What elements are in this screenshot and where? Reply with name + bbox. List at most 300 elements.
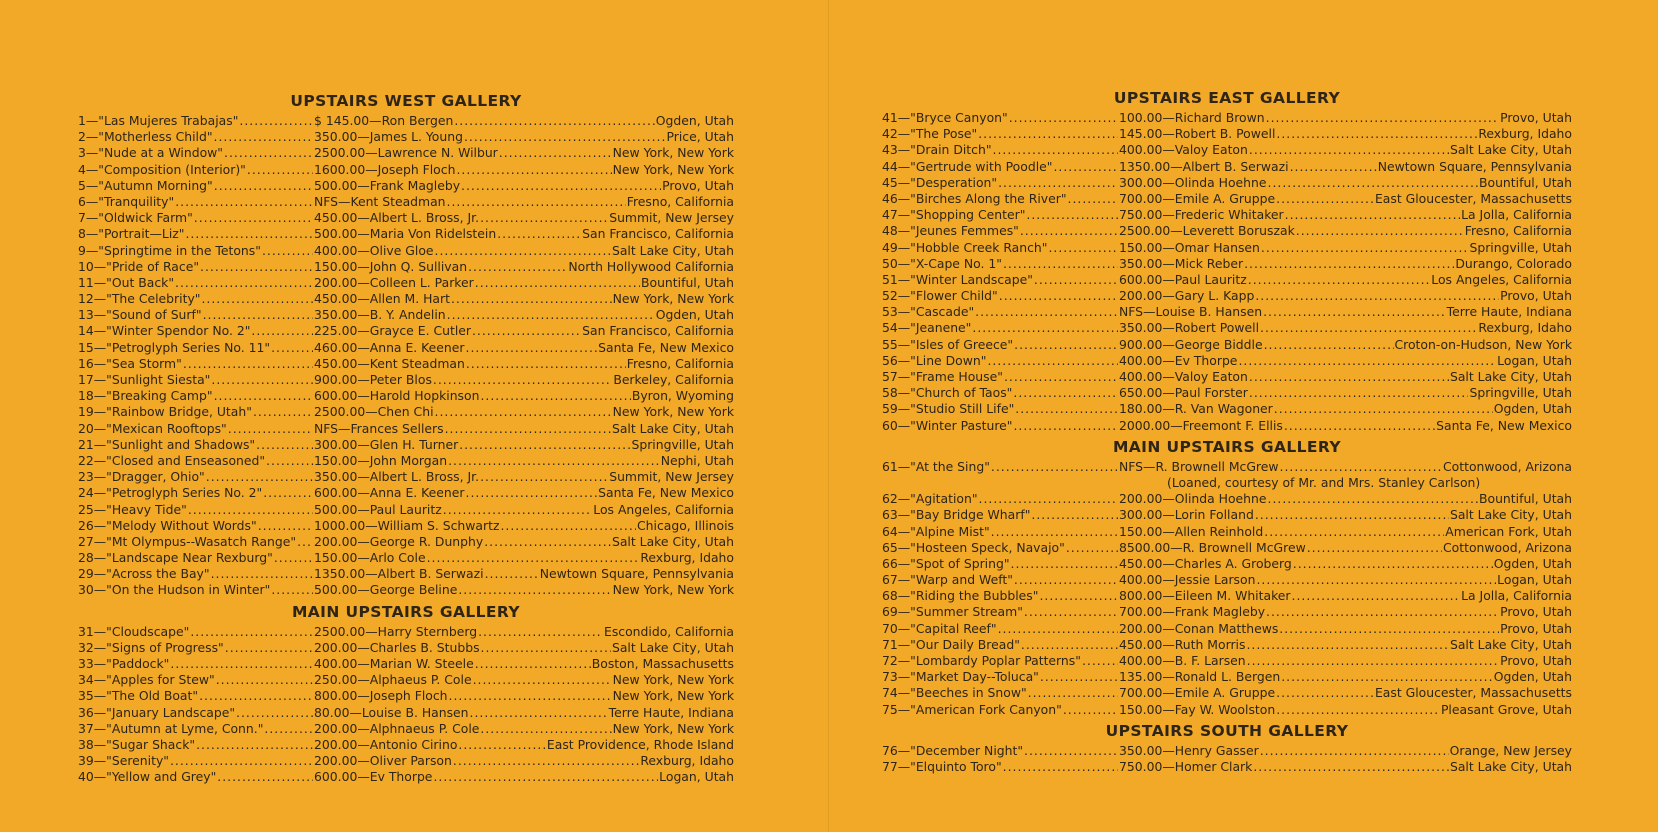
artwork-price: 2000.00— xyxy=(1119,417,1183,433)
entry-title-cell xyxy=(78,307,314,323)
entry-title-cell xyxy=(78,753,314,769)
leader-dots xyxy=(1266,604,1499,620)
artwork-price: NFS— xyxy=(1119,458,1156,474)
leader-dots xyxy=(481,640,611,656)
artist-location: Cottonwood, Arizona xyxy=(1443,458,1572,474)
artwork-price: 150.00— xyxy=(1119,239,1175,255)
artist-name: Richard Brown xyxy=(1174,110,1265,125)
leader-dots xyxy=(183,356,313,372)
artist-name: Paul Forster xyxy=(1174,385,1248,401)
catalog-entry xyxy=(882,702,1572,718)
artist-location: Fresno, California xyxy=(626,193,734,209)
entry-title-cell xyxy=(882,604,1119,620)
catalog-entry xyxy=(882,653,1572,669)
artwork-title: 28—"Landscape Near Rexburg" xyxy=(78,550,273,566)
artist-location: Springville, Utah xyxy=(1469,239,1572,255)
leader-dots xyxy=(216,672,313,688)
catalog-entry xyxy=(882,588,1572,604)
artist-name: George Beline xyxy=(369,582,458,598)
entry-detail-cell xyxy=(1119,702,1572,718)
entry-title-cell xyxy=(882,556,1119,572)
entry-title-cell xyxy=(78,372,314,388)
artwork-title: 61—"At the Sing" xyxy=(882,458,990,474)
artwork-price: 300.00— xyxy=(1119,507,1175,523)
entry-detail-cell xyxy=(1119,572,1572,588)
entry-detail-cell xyxy=(314,737,734,753)
catalog-entry xyxy=(78,323,734,339)
leader-dots xyxy=(170,656,313,672)
artist-location: Summit, New Jersey xyxy=(609,210,734,226)
artwork-title: 6—"Tranquility" xyxy=(78,193,175,209)
artwork-price: 200.00— xyxy=(314,274,370,290)
leader-dots xyxy=(1276,702,1440,718)
leader-dots xyxy=(1264,524,1444,540)
artist-name: Antonio Cirino xyxy=(369,736,458,752)
artist-location: Provo, Utah xyxy=(1500,620,1572,636)
leader-dots xyxy=(1274,401,1493,417)
entry-title-cell xyxy=(882,320,1119,336)
artwork-price: 250.00— xyxy=(314,672,370,688)
leader-dots xyxy=(1009,110,1118,126)
leader-dots xyxy=(443,502,593,518)
leader-dots xyxy=(1307,540,1442,556)
artist-name: Fay W. Woolston xyxy=(1174,701,1276,717)
leader-dots xyxy=(1255,507,1449,523)
leader-dots xyxy=(1063,702,1118,718)
leader-dots xyxy=(461,178,661,194)
artwork-price: 2500.00— xyxy=(314,623,378,639)
artist-location: Santa Fe, New Mexico xyxy=(1436,417,1572,433)
artwork-price: 200.00— xyxy=(314,736,370,752)
leader-dots xyxy=(1268,491,1479,507)
leader-dots xyxy=(206,469,313,485)
entry-title-cell xyxy=(78,640,314,656)
leader-dots xyxy=(211,372,313,388)
artist-location: Logan, Utah xyxy=(659,769,734,785)
catalog-entry xyxy=(78,534,734,550)
leader-dots xyxy=(1279,621,1499,637)
artwork-price: 300.00— xyxy=(1119,174,1175,190)
entry-detail-cell xyxy=(314,388,734,404)
artwork-title: 56—"Line Down" xyxy=(882,352,987,368)
entry-detail-cell xyxy=(314,437,734,453)
artwork-title: 17—"Sunlight Siesta" xyxy=(78,372,211,387)
artwork-price: 900.00— xyxy=(314,372,370,387)
catalog-entry xyxy=(882,507,1572,523)
leader-dots xyxy=(1015,401,1118,417)
artwork-title: 66—"Spot of Spring" xyxy=(882,555,1010,571)
artist-name: Henry Gasser xyxy=(1174,742,1259,758)
artwork-price: 200.00— xyxy=(1119,288,1175,304)
artist-name: Maria Von Ridelstein xyxy=(369,226,497,242)
entry-detail-cell xyxy=(314,340,734,356)
artwork-price: 400.00— xyxy=(1119,572,1175,588)
catalog-entry xyxy=(78,640,734,656)
catalog-entry xyxy=(78,275,734,291)
artwork-title: 50—"X-Cape No. 1" xyxy=(882,255,1002,271)
entry-title-cell xyxy=(78,705,314,721)
artist-location: Ogden, Utah xyxy=(1493,401,1572,417)
artwork-price: 1350.00— xyxy=(1119,158,1183,174)
catalog-entry xyxy=(78,372,734,388)
leader-dots xyxy=(454,113,654,129)
section-title: MAIN UPSTAIRS GALLERY xyxy=(291,602,521,621)
artwork-title: 24—"Petroglyph Series No. 2" xyxy=(78,485,263,501)
leader-dots xyxy=(188,502,313,518)
catalog-entry xyxy=(78,113,734,129)
artwork-price: 8500.00— xyxy=(1119,539,1183,555)
artist-location: Provo, Utah xyxy=(1500,653,1572,668)
artwork-title: 63—"Bay Bridge Wharf" xyxy=(882,507,1031,523)
artwork-title: 37—"Autumn at Lyme, Conn." xyxy=(78,720,264,736)
artwork-title: 42—"The Pose" xyxy=(882,126,978,142)
entry-detail-cell xyxy=(1119,669,1572,685)
artwork-price: 450.00— xyxy=(314,210,370,226)
entry-title-cell xyxy=(882,588,1119,604)
leader-dots xyxy=(1290,159,1377,175)
artwork-title: 20—"Mexican Rooftops" xyxy=(78,420,227,436)
leader-dots xyxy=(998,621,1118,637)
catalog-entry xyxy=(78,259,734,275)
artwork-title: 46—"Birches Along the River" xyxy=(882,190,1067,206)
leader-dots xyxy=(262,243,313,259)
artwork-title: 11—"Out Back" xyxy=(78,274,175,290)
entry-title-cell xyxy=(78,437,314,453)
artist-location: Logan, Utah xyxy=(1497,572,1572,588)
artwork-title: 68—"Riding the Bubbles" xyxy=(882,588,1039,604)
artist-location: Chicago, Illinois xyxy=(637,517,734,533)
artist-location: Fresno, California xyxy=(1464,223,1572,239)
artist-name: Louise B. Hansen xyxy=(361,704,469,720)
artist-location: New York, New York xyxy=(612,291,734,307)
entry-detail-cell xyxy=(314,356,734,372)
artwork-price: 800.00— xyxy=(1119,588,1175,604)
artist-name: Frank Magleby xyxy=(1174,604,1266,620)
leader-dots xyxy=(485,566,539,582)
artist-name: Harry Sternberg xyxy=(377,623,478,639)
artist-location: Rexburg, Idaho xyxy=(640,550,734,566)
artwork-title: 76—"December Night" xyxy=(882,742,1024,758)
entry-detail-cell xyxy=(1119,418,1572,434)
catalog-entry xyxy=(78,307,734,323)
artist-name: Alphaeus P. Cole xyxy=(369,672,472,688)
artwork-price: 400.00— xyxy=(1119,653,1175,668)
artist-name: B. Y. Andelin xyxy=(369,307,446,323)
leader-dots xyxy=(435,243,611,259)
leader-dots xyxy=(297,534,313,550)
entry-title-cell xyxy=(78,210,314,226)
entry-title-cell xyxy=(78,113,314,129)
catalog-entry xyxy=(78,624,734,640)
artwork-price: 350.00— xyxy=(314,307,370,323)
catalog-entry xyxy=(78,404,734,420)
artwork-price: 225.00— xyxy=(314,323,370,339)
entry-detail-cell xyxy=(314,769,734,785)
leader-dots xyxy=(1024,604,1118,620)
leader-dots xyxy=(1020,223,1118,239)
artwork-title: 32—"Signs of Progress" xyxy=(78,639,224,655)
artwork-title: 9—"Springtime in the Tetons" xyxy=(78,242,261,258)
artwork-price: 135.00— xyxy=(1119,669,1175,685)
leader-dots xyxy=(263,485,313,501)
artist-location: Escondido, California xyxy=(604,623,734,639)
leader-dots xyxy=(433,769,658,785)
artist-name: George Biddle xyxy=(1174,336,1263,352)
section-title: UPSTAIRS WEST GALLERY xyxy=(290,92,522,110)
catalog-entry xyxy=(882,320,1572,336)
entry-detail-cell xyxy=(1119,759,1572,775)
artist-location: New York, New York xyxy=(612,161,734,177)
entry-detail-cell xyxy=(314,566,734,582)
entry-detail-cell xyxy=(1119,207,1572,223)
leader-dots xyxy=(1003,256,1118,272)
leader-dots xyxy=(1276,685,1374,701)
leader-dots xyxy=(433,372,612,388)
leader-dots xyxy=(225,640,313,656)
entry-detail-cell xyxy=(314,243,734,259)
leader-dots xyxy=(459,437,630,453)
artist-name: Albert L. Bross, Jr. xyxy=(369,469,480,485)
entry-detail-cell xyxy=(1119,288,1572,304)
artwork-price: 700.00— xyxy=(1119,604,1175,620)
entry-detail-cell xyxy=(314,721,734,737)
catalog-entry xyxy=(78,737,734,753)
catalog-entry xyxy=(78,178,734,194)
leader-dots xyxy=(199,688,313,704)
artist-name: Ev Thorpe xyxy=(369,769,433,785)
leader-dots xyxy=(1293,556,1493,572)
artist-location: Santa Fe, New Mexico xyxy=(598,485,734,501)
artist-name: Anna E. Keener xyxy=(369,339,465,355)
artist-location: Salt Lake City, Utah xyxy=(611,533,734,549)
entry-detail-cell xyxy=(314,372,734,388)
leader-dots xyxy=(480,388,630,404)
artist-location: Ogden, Utah xyxy=(1493,669,1572,685)
entry-title-cell xyxy=(882,669,1119,685)
artist-name: Eileen M. Whitaker xyxy=(1174,588,1291,604)
artist-name: Homer Clark xyxy=(1174,758,1253,774)
artist-location: Ogden, Utah xyxy=(655,307,734,323)
artwork-price: 200.00— xyxy=(314,720,370,736)
leader-dots xyxy=(200,259,313,275)
catalog-entry xyxy=(78,672,734,688)
leader-dots xyxy=(999,288,1118,304)
entry-detail-cell xyxy=(1119,401,1572,417)
artist-location: Los Angeles, California xyxy=(593,501,734,517)
right-page xyxy=(830,0,1658,832)
artist-name: Charles A. Groberg xyxy=(1174,555,1292,571)
leader-dots xyxy=(1255,288,1499,304)
entry-title-cell xyxy=(882,621,1119,637)
artwork-price: 500.00— xyxy=(314,226,370,242)
artist-name: Freemont F. Ellis xyxy=(1182,417,1283,433)
catalog-entry xyxy=(78,340,734,356)
artwork-price: 400.00— xyxy=(314,656,370,671)
entry-title-cell xyxy=(78,291,314,307)
artwork-title: 65—"Hosteen Speck, Navajo" xyxy=(882,539,1065,555)
entry-detail-cell xyxy=(314,518,734,534)
artist-location: Rexburg, Idaho xyxy=(1478,126,1572,142)
artist-name: Peter Blos xyxy=(369,372,432,387)
artist-location: Salt Lake City, Utah xyxy=(1449,636,1572,652)
artwork-price: 1600.00— xyxy=(314,161,378,177)
artist-location: San Francisco, California xyxy=(582,226,734,242)
artist-name: Marian W. Steele xyxy=(369,656,474,671)
catalog-entry xyxy=(78,210,734,226)
entry-title-cell xyxy=(78,162,314,178)
artist-name: Ruth Morris xyxy=(1174,636,1246,652)
artwork-title: 34—"Apples for Stew" xyxy=(78,672,215,688)
leader-dots xyxy=(247,162,313,178)
catalog-entry xyxy=(882,207,1572,223)
right-column xyxy=(882,85,1572,775)
catalog-entry xyxy=(882,459,1572,475)
leader-dots xyxy=(217,769,313,785)
catalog-entry xyxy=(882,142,1572,158)
catalog-entry xyxy=(78,437,734,453)
leader-dots xyxy=(998,175,1118,191)
artist-location: Provo, Utah xyxy=(1500,288,1572,304)
leader-dots xyxy=(1249,369,1449,385)
artwork-title: 41—"Bryce Canyon" xyxy=(882,110,1008,125)
entry-title-cell xyxy=(882,401,1119,417)
artist-name: Anna E. Keener xyxy=(369,485,465,501)
catalog-entry xyxy=(78,566,734,582)
artist-location: New York, New York xyxy=(612,720,734,736)
leader-dots xyxy=(497,226,581,242)
entry-detail-cell xyxy=(1119,637,1572,653)
catalog-entry xyxy=(882,223,1572,239)
catalog-entry xyxy=(882,240,1572,256)
catalog-entry xyxy=(78,485,734,501)
leader-dots xyxy=(1261,240,1469,256)
leader-dots xyxy=(170,753,313,769)
entry-title-cell xyxy=(882,685,1119,701)
entry-title-cell xyxy=(78,323,314,339)
entry-title-cell xyxy=(78,178,314,194)
leader-dots xyxy=(464,129,666,145)
artist-name: Oliver Parson xyxy=(369,753,452,769)
artwork-title: 31—"Cloudscape" xyxy=(78,623,190,639)
entry-detail-cell xyxy=(1119,653,1572,669)
entry-detail-cell xyxy=(1119,459,1572,475)
artist-name: Albert B. Serwazi xyxy=(377,566,484,582)
artist-name: Omar Hansen xyxy=(1174,239,1260,255)
leader-dots xyxy=(978,126,1118,142)
leader-dots xyxy=(456,162,611,178)
artwork-title: 70—"Capital Reef" xyxy=(882,620,997,636)
leader-dots xyxy=(484,534,611,550)
artwork-title: 10—"Pride of Race" xyxy=(78,258,200,274)
artwork-price: 500.00— xyxy=(314,177,370,193)
entry-detail-cell xyxy=(1119,540,1572,556)
artist-name: Olive Gloe xyxy=(369,242,434,258)
leader-dots xyxy=(500,518,636,534)
artist-name: Gary L. Kapp xyxy=(1174,288,1255,304)
catalog-entry xyxy=(882,556,1572,572)
artwork-price: 150.00— xyxy=(314,550,370,566)
artwork-price: 460.00— xyxy=(314,339,370,355)
entry-detail-cell xyxy=(314,502,734,518)
artwork-price: 350.00— xyxy=(1119,255,1175,271)
artwork-price: 200.00— xyxy=(1119,620,1175,636)
catalog-entry xyxy=(78,129,734,145)
catalog-entry xyxy=(78,688,734,704)
artist-name: John Morgan xyxy=(369,452,448,468)
loan-note: (Loaned, courtesy of Mr. and Mrs. Stanley Carlson) xyxy=(1167,474,1481,490)
leader-dots xyxy=(1244,256,1454,272)
leader-dots xyxy=(264,721,313,737)
artwork-title: 16—"Sea Storm" xyxy=(78,355,182,371)
artwork-title: 67—"Warp and Weft" xyxy=(882,572,1013,588)
catalog-entry xyxy=(78,421,734,437)
artwork-title: 38—"Sugar Shack" xyxy=(78,736,196,752)
entry-title-cell xyxy=(78,275,314,291)
leader-dots xyxy=(472,323,581,339)
artwork-price: 350.00— xyxy=(314,469,370,485)
artist-name: Joseph Floch xyxy=(377,161,456,177)
leader-dots xyxy=(478,624,603,640)
leader-dots xyxy=(266,453,313,469)
catalog-entry xyxy=(78,243,734,259)
artist-location: Springville, Utah xyxy=(631,436,734,452)
leader-dots xyxy=(1014,572,1118,588)
leader-dots xyxy=(979,491,1118,507)
entry-detail-cell xyxy=(1119,159,1572,175)
catalog-entry xyxy=(78,469,734,485)
catalog-entry xyxy=(78,721,734,737)
entry-detail-cell xyxy=(1119,240,1572,256)
leader-dots xyxy=(201,291,313,307)
artwork-title: 45—"Desperation" xyxy=(882,174,998,190)
entry-detail-cell xyxy=(1119,524,1572,540)
entry-detail-cell xyxy=(314,113,734,129)
leader-dots xyxy=(480,721,611,737)
leader-dots xyxy=(466,340,598,356)
leader-dots xyxy=(993,142,1118,158)
entry-detail-cell xyxy=(1119,223,1572,239)
artist-location: Orange, New Jersey xyxy=(1449,742,1572,758)
entry-title-cell xyxy=(882,272,1119,288)
entry-title-cell xyxy=(882,385,1119,401)
entry-detail-cell xyxy=(314,688,734,704)
artwork-title: 25—"Heavy Tide" xyxy=(78,501,187,517)
entry-title-cell xyxy=(882,207,1119,223)
leader-dots xyxy=(1013,385,1118,401)
entry-detail-cell xyxy=(314,705,734,721)
entry-title-cell xyxy=(882,459,1119,475)
entry-detail-cell xyxy=(1119,369,1572,385)
entry-detail-cell xyxy=(314,145,734,161)
artist-location: Fresno, California xyxy=(626,355,734,371)
artist-name: Frederic Whitaker xyxy=(1174,207,1284,223)
artwork-price: NFS— xyxy=(1119,304,1156,320)
leader-dots xyxy=(1011,556,1118,572)
entry-title-cell xyxy=(882,743,1119,759)
entry-detail-cell xyxy=(314,178,734,194)
catalog-entry xyxy=(78,453,734,469)
artwork-title: 7—"Oldwick Farm" xyxy=(78,210,193,226)
catalog-entry xyxy=(882,540,1572,556)
entry-title-cell xyxy=(78,656,314,672)
artist-name: Conan Matthews xyxy=(1174,620,1279,636)
entry-title-cell xyxy=(882,126,1119,142)
leader-dots xyxy=(1284,418,1435,434)
artwork-title: 29—"Across the Bay" xyxy=(78,566,210,582)
entry-detail-cell xyxy=(1119,685,1572,701)
entry-detail-cell xyxy=(1119,126,1572,142)
artwork-title: 58—"Church of Taos" xyxy=(882,385,1013,401)
